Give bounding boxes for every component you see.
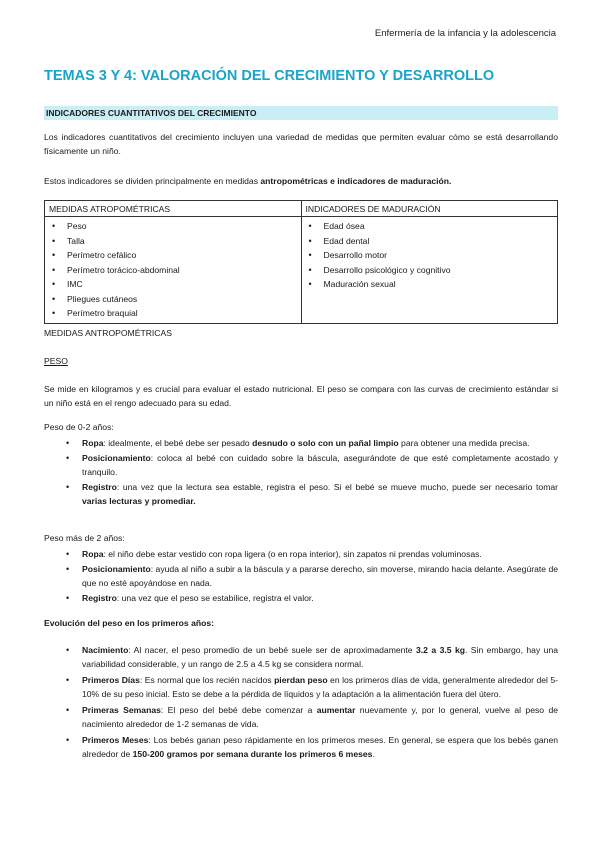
peso-intro: Se mide en kilogramos y es crucial para evaluar el estado nutricional. El peso se compara con las curvas de crecimiento estándar si un niño está en el rengo adecuado para su edad.	[44, 384, 558, 408]
list-item: • Desarrollo psicológico y cognitivo	[306, 263, 554, 278]
item-text: . Sin embargo, hay una variabilidad considerable, y un rango de 2.5 a 4.5 kg se considera normal.	[82, 645, 558, 669]
list-item: • Perímetro torácico-abdominal	[49, 263, 297, 278]
list-item	[44, 733, 558, 761]
list-item: • IMC	[49, 277, 297, 292]
item-label: Primeros Días	[82, 675, 140, 685]
indicators-table	[44, 200, 558, 324]
group1-list	[44, 436, 558, 509]
item-label: Ropa	[82, 438, 104, 448]
division-paragraph	[44, 174, 558, 188]
item-text: : una vez que la lectura sea estable, registra el peso. Si el bebé se mueve mucho, puede ser necesario tomar	[116, 482, 558, 492]
division-text: Estos indicadores se dividen principalmente en medidas	[44, 176, 261, 186]
page-title: TEMAS 3 Y 4: VALORACIÓN DEL CRECIMIENTO Y DESARROLLO	[44, 68, 495, 84]
item-bold: pierdan peso	[274, 675, 328, 685]
item-label: Primeras Semanas	[82, 705, 161, 715]
evolution-list	[44, 643, 558, 763]
list-item	[44, 703, 558, 731]
table-header-maturation: INDICADORES DE MADURACIÓN	[301, 201, 558, 217]
item-text: en los primeros días de vida, generalmente alrededor del 5-10% de su peso inicial. Esto se debe a la pérdida de líquidos y la adaptación a la alimentación fuera del útero.	[82, 675, 558, 699]
item-bold: varias lecturas y promediar.	[82, 496, 196, 506]
list-item	[44, 562, 558, 590]
maturation-list	[306, 219, 554, 292]
table-header-anthropometric: MEDIDAS ATROPOMÉTRICAS	[45, 201, 302, 217]
list-item: • Perímetro cefálico	[49, 248, 297, 263]
list-item: • Maduración sexual	[306, 277, 554, 292]
item-label: Nacimiento	[82, 645, 129, 655]
list-item: • Edad dental	[306, 234, 554, 249]
item-text: : Los bebés ganan peso rápidamente en los primeros meses. En general, se espera que los bebés ganen alrededor de	[82, 735, 559, 759]
list-item: • Talla	[49, 234, 297, 249]
list-item	[44, 480, 558, 508]
item-label: Registro	[82, 482, 117, 492]
item-text: : coloca al bebé con cuidado sobre la báscula, asegurándote de que esté completamente acostado y tranquilo.	[82, 453, 558, 477]
list-item	[44, 591, 558, 605]
list-item	[44, 643, 558, 671]
anthropometric-cell	[45, 217, 302, 324]
maturation-cell	[301, 217, 558, 324]
peso-heading: PESO	[44, 356, 68, 366]
item-bold: desnudo o solo con un pañal limpio	[252, 438, 399, 448]
item-text: : Es normal que los recién nacidos	[139, 675, 275, 685]
list-item: • Perímetro braquial	[49, 306, 297, 321]
division-bold: antropométricas e indicadores de maduración.	[260, 176, 452, 186]
group1-heading: Peso de 0-2 años:	[44, 422, 114, 432]
item-text: nuevamente y, por lo general, vuelve al peso de nacimiento alrededor de 1-2 semanas de vida.	[82, 705, 558, 729]
list-item	[44, 436, 558, 450]
group2-heading: Peso más de 2 años:	[44, 533, 125, 543]
list-item: • Desarrollo motor	[306, 248, 554, 263]
item-bold: 3.2 a 3.5 kg	[416, 645, 465, 655]
item-bold: aumentar	[316, 705, 356, 715]
item-bold: 150-200 gramos por semana durante los primeros 6 meses	[132, 749, 373, 759]
item-text: para obtener una medida precisa.	[398, 438, 530, 448]
item-text: : El peso del bebé debe comenzar a	[160, 705, 317, 715]
list-item: • Peso	[49, 219, 297, 234]
item-label: Posicionamiento	[82, 453, 151, 463]
section-heading: INDICADORES CUANTITATIVOS DEL CRECIMIENTO	[44, 106, 558, 120]
item-text: .	[372, 749, 375, 759]
item-text: : ayuda al niño a subir a la báscula y a pararse derecho, sin moverse, mirando hacia delante. Asegúrate de que no esté apoyándose en nada.	[82, 564, 558, 588]
list-item	[44, 673, 558, 701]
course-header: Enfermería de la infancia y la adolescencia	[374, 28, 556, 39]
anthropometric-list	[49, 219, 297, 321]
list-item: • Pliegues cutáneos	[49, 292, 297, 307]
item-text: : el niño debe estar vestido con ropa ligera (o en ropa interior), sin zapatos ni prendas voluminosas.	[103, 549, 482, 559]
list-item	[44, 451, 558, 479]
item-text: : una vez que el peso se estabilice, registra el valor.	[116, 593, 314, 603]
item-label: Registro	[82, 593, 117, 603]
item-text: : Al nacer, el peso promedio de un bebé suele ser de aproximadamente	[128, 645, 417, 655]
list-item: • Edad ósea	[306, 219, 554, 234]
list-item	[44, 547, 558, 561]
item-text: : idealmente, el bebé debe ser pesado	[103, 438, 253, 448]
intro-paragraph: Los indicadores cuantitativos del crecimiento incluyen una variedad de medidas que permiten evaluar cómo se está desarrollando físicamente un niño.	[44, 132, 558, 156]
item-label: Ropa	[82, 549, 104, 559]
group2-list	[44, 547, 558, 606]
item-label: Primeros Meses	[82, 735, 149, 745]
evolution-heading: Evolución del peso en los primeros años:	[44, 618, 215, 628]
item-label: Posicionamiento	[82, 564, 151, 574]
measures-heading: MEDIDAS ANTROPOMÉTRICAS	[44, 328, 172, 338]
